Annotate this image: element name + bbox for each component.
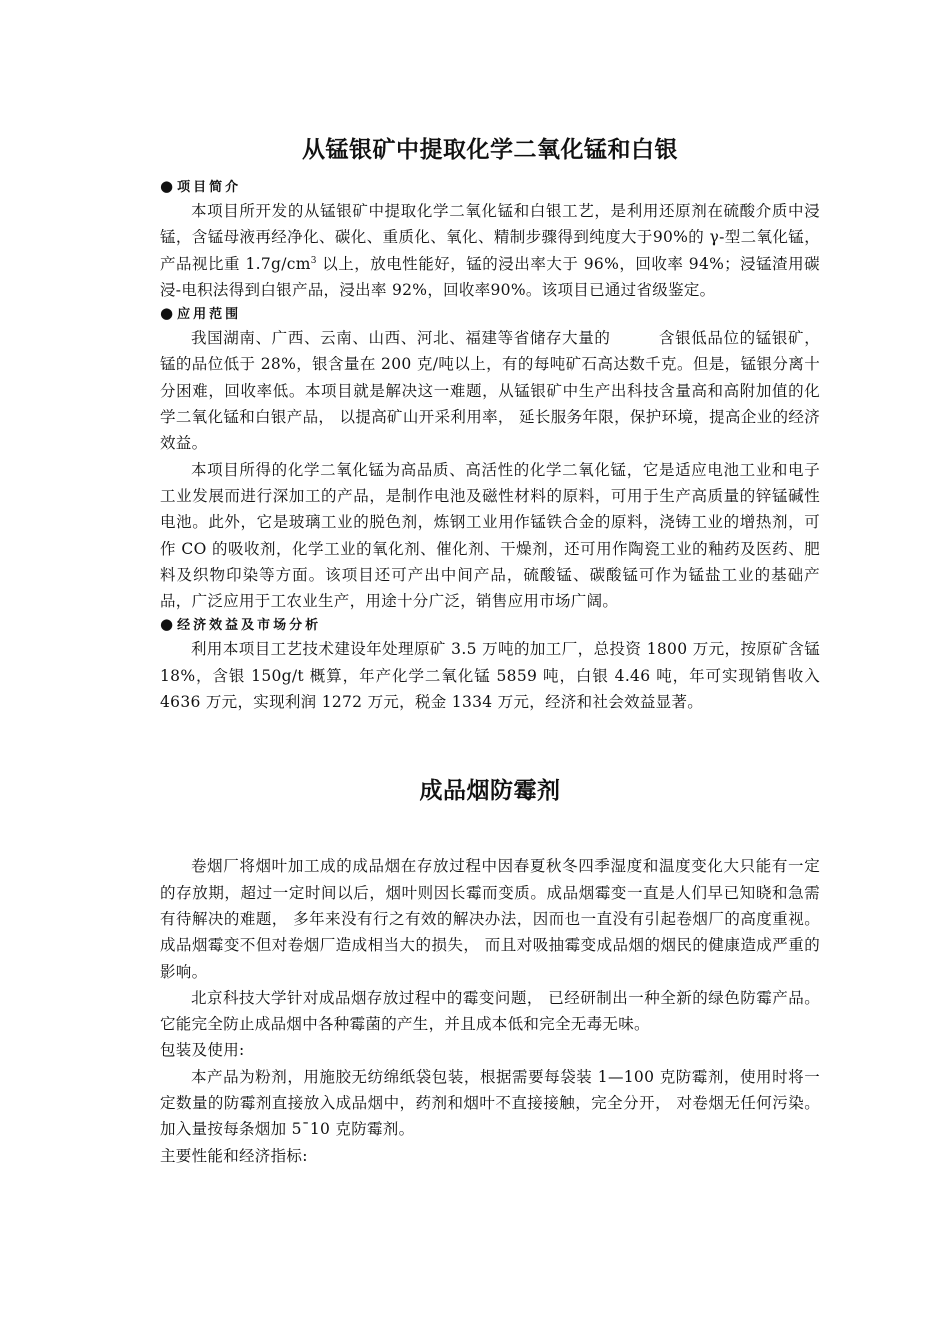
paragraph-application-2: 本项目所得的化学二氧化锰为高品质、高活性的化学二氧化锰，它是适应电池工业和电子工业发展而进行深加工的产品，是制作电池及磁性材料的原料，可用于生产高质量的锌锰碱性电池。此外，它是玻璃工业的脱色剂，炼钢工业用作锰铁合金的原料，浇铸工业的增热剂，可作 CO 的吸收剂，化学工业的氧化剂、催化剂、干燥剂，还可用作陶瓷工业的釉药及医药、肥料及织物印染等方面。该项目还可产出中间产品，硫酸锰、碳酸锰可作为锰盐工业的基础产品，广泛应用于工农业生产，用途十分广泛，销售应用市场广阔。	[160, 460, 820, 611]
section-heading-application	[160, 303, 820, 325]
bullet-icon: ●	[160, 615, 174, 634]
page-content	[160, 132, 820, 1169]
paragraph-project-intro	[160, 198, 820, 303]
paragraph-text: 本项目所开发的从锰银矿中提取化学二氧化锰和白银工艺，是利用还原剂在硫酸介质中浸锰，含锰母液再经净化、碳化、重质化、氧化、精制步骤得到纯度大于90%的 γ-型二氧化锰，产品视比重 1.7g/cm	[160, 202, 820, 273]
section-heading-economic-analysis	[160, 614, 820, 636]
section-heading-text: 经济效益及市场分析	[177, 618, 322, 634]
article1-title: 从锰银矿中提取化学二氧化锰和白银	[302, 137, 678, 163]
section-heading-text: 项目简介	[177, 180, 242, 195]
packaging-label: 包装及使用:	[160, 1041, 245, 1060]
paragraph-mildew-problem: 卷烟厂将烟叶加工成的成品烟在存放过程中因春夏秋冬四季湿度和温度变化大只能有一定的存放期，超过一定时间以后，烟叶则因长霉而变质。成品烟霉变一直是人们早已知晓和急需有待解决的难题， 多年来没有行之有效的解决办法，因而也一直没有引起卷烟厂的高度重视。成品烟霉变不但对卷烟厂造成相当大的损失， 而且对吸抽霉变成品烟的烟民的健康造成严重的影响。	[160, 857, 820, 981]
superscript-3: 3	[310, 255, 317, 266]
paragraph-mildew-product: 北京科技大学针对成品烟存放过程中的霉变问题， 已经研制出一种全新的绿色防霉产品。它能完全防止成品烟中各种霉菌的产生，并且成本低和完全无毒无味。	[160, 988, 820, 1034]
article2-title: 成品烟防霉剂	[419, 778, 561, 805]
section-heading-text: 应用范围	[177, 307, 242, 323]
bullet-icon: ●	[160, 177, 174, 195]
paragraph-text: 以上，放电性能好，锰的浸出率大于 96%，回收率 94%；浸锰渣用碳浸-电积法得到白银产品，浸出率 92%，回收率90%。该项目已通过省级鉴定。	[160, 254, 820, 299]
paragraph-packaging: 本产品为粉剂，用施胶无纺绵纸袋包装，根据需要每袋装 1—100 克防霉剂，使用时将一定数量的防霉剂直接放入成品烟中，药剂和烟叶不直接接触，完全分开， 对卷烟无任何污染。加入量按每条烟加 5¯10 克防霉剂。	[160, 1067, 820, 1139]
paragraph-economic-analysis: 利用本项目工艺技术建设年处理原矿 3.5 万吨的加工厂，总投资 1800 万元，按原矿含锰 18%，含银 150g/t 概算，年产化学二氧化锰 5859 吨，白银 4.46 吨，年可实现销售收入 4636 万元，实现利润 1272 万元，税金 1334 万元，经济和社会效益显著。	[160, 640, 820, 712]
paragraph-application-1: 我国湖南、广西、云南、山西、河北、福建等省储存大量的 含银低品位的锰银矿，锰的品位低于 28%，银含量在 200 克/吨以上，有的每吨矿石高达数千克。但是，锰银分离十分困难，回收率低。本项目就是解决这一难题，从锰银矿中生产出科技含量高和高附加值的化学二氧化锰和白银产品， 以提高矿山开采利用率， 延长服务年限，保护环境，提高企业的经济效益。	[160, 329, 820, 453]
section-heading-project-intro	[160, 176, 820, 198]
bullet-icon: ●	[160, 304, 174, 323]
indicators-label: 主要性能和经济指标:	[160, 1146, 308, 1165]
